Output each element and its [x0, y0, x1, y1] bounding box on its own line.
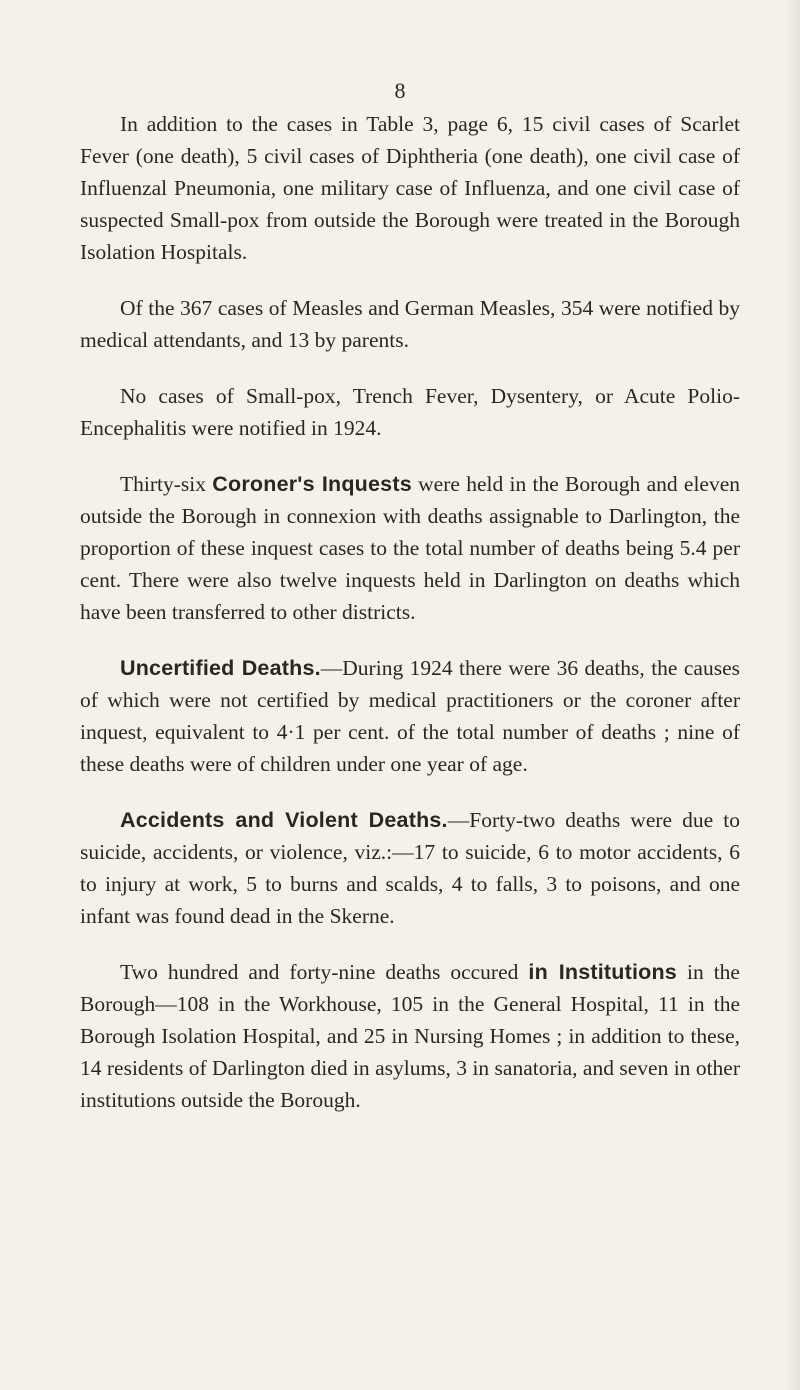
page-edge-shadow — [786, 0, 800, 1390]
paragraph-institutions — [80, 956, 740, 1116]
paragraph-text: in the Borough—108 in the Workhouse, 105 in the General Hospital, 11 in the Borough Isolation Hospital, and 25 in Nursing Homes ; in addition to these, 14 residents of Darlington died in asylums, 3 in sanatoria, and seven in other institutions outside the Borough. — [80, 960, 740, 1112]
section-heading-institutions: in Institutions — [528, 960, 677, 984]
section-heading-coroners-inquests: Coroner's Inquests — [212, 472, 412, 496]
section-heading-uncertified-deaths: Uncertified Deaths. — [120, 656, 321, 680]
paragraph-text: Two hundred and forty-nine deaths occured — [120, 960, 529, 984]
paragraph-text: were held in the Borough and eleven outside the Borough in connexion with deaths assignable to Darlington, the proportion of these inquest cases to the total number of deaths being 5.4 per cent. There were also twelve inquests held in Darlington on deaths which have been transferred to other districts. — [80, 472, 740, 624]
paragraph-measles: Of the 367 cases of Measles and German Measles, 354 were notified by medical attendants, and 13 by parents. — [80, 296, 740, 352]
section-heading-accidents-violent-deaths: Accidents and Violent Deaths. — [120, 808, 448, 832]
paragraph-text: —During 1924 there were 36 deaths, the causes of which were not certified by medical practitioners or the coroner after inquest, equivalent to 4·1 per cent. of the total number of deaths ; nine of these deaths were of children under one year of age. — [80, 656, 740, 776]
page-number: 8 — [394, 78, 406, 103]
paragraph-coroners-inquests — [80, 468, 740, 628]
paragraph-isolation-hospitals: In addition to the cases in Table 3, page 6, 15 civil cases of Scarlet Fever (one death), 5 civil cases of Diphtheria (one death), one civil case of Influenzal Pneumonia, one military case of Influenza, and one civil case of suspected Small-pox from outside the Borough were treated in the Borough Isolation Hospitals. — [80, 112, 740, 264]
paragraph-uncertified-deaths — [80, 652, 740, 780]
document-body — [80, 108, 740, 1140]
paragraph-notifications: No cases of Small-pox, Trench Fever, Dysentery, or Acute Polio-Encephalitis were notified in 1924. — [80, 384, 740, 440]
paragraph-text: Thirty-six — [120, 472, 213, 496]
paragraph-accidents-violent-deaths — [80, 804, 740, 932]
paragraph-text: —Forty-two deaths were due to suicide, accidents, or violence, viz.:—17 to suicide, 6 to motor accidents, 6 to injury at work, 5 to burns and scalds, 4 to falls, 3 to poisons, and one infant was found dead in the Skerne. — [80, 808, 740, 928]
